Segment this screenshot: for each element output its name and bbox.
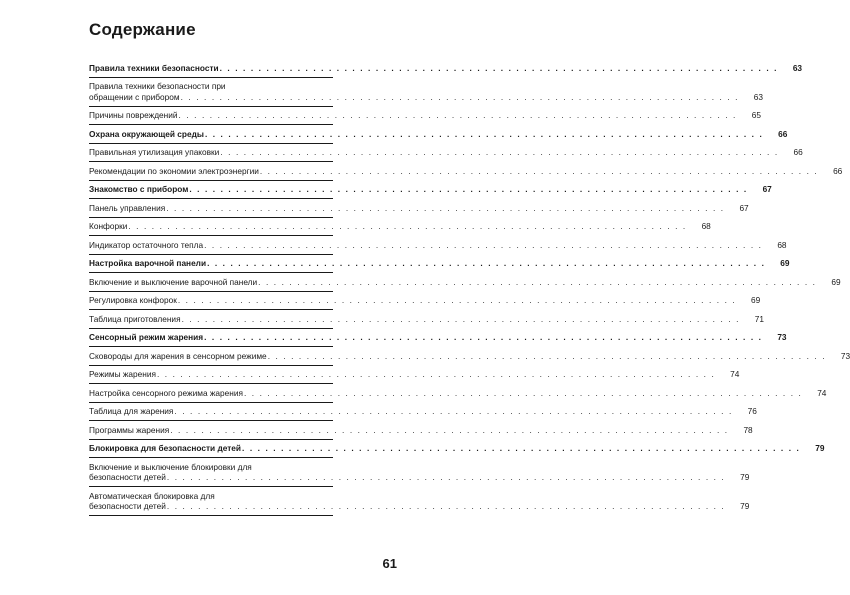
toc-entry[interactable] bbox=[89, 59, 803, 78]
toc-entry[interactable] bbox=[89, 384, 827, 403]
toc-entry[interactable] bbox=[89, 310, 764, 329]
toc-entry-label-text: Охрана окружающей среды bbox=[89, 128, 204, 139]
toc-entry-label-text: Конфорки bbox=[89, 221, 128, 231]
toc-entry[interactable] bbox=[89, 125, 788, 144]
toc-entry-label-text: Знакомство с прибором bbox=[89, 184, 189, 194]
toc-entry-label-text: Настройка варочной панели bbox=[89, 258, 207, 268]
toc-entry-label bbox=[89, 369, 715, 380]
toc-entry-page: 74 bbox=[817, 387, 827, 398]
toc-entry-label-text: Правила техники безопасности bbox=[89, 62, 219, 73]
toc-entry[interactable] bbox=[89, 107, 761, 126]
toc-entry-label-text: Программы жарения bbox=[89, 424, 170, 435]
toc-entry-label bbox=[89, 129, 763, 140]
toc-entry-label bbox=[89, 258, 766, 269]
toc-entry-page: 66 bbox=[778, 128, 788, 139]
toc-entry-label bbox=[89, 203, 725, 214]
dot-leader: . . . . . . . . . . . . . . . . . . . . . . . . . . . . . . . . . . . . . . . . . . . . . . . . . . . . . . . . . . . . . . . . . . . . . . . . bbox=[242, 443, 801, 453]
dot-leader: . . . . . . . . . . . . . . . . . . . . . . . . . . . . . . . . . . . . . . . . . . . . . . . . . . . . . . . . . . . . . . . . . . . . . . . . bbox=[204, 128, 764, 139]
toc-entry-label bbox=[89, 406, 733, 417]
toc-entry-page: 74 bbox=[730, 369, 740, 379]
dot-leader: . . . . . . . . . . . . . . . . . . . . . . . . . . . . . . . . . . . . . . . . . . . . . . . . . . . . . . . . . . . . . . . . . . . . . . . . bbox=[243, 387, 803, 398]
toc-entry[interactable] bbox=[89, 144, 803, 163]
toc-entry-page: 79 bbox=[740, 501, 750, 511]
toc-entry-label-text: Блокировка для безопасности детей bbox=[89, 443, 242, 453]
toc-entry[interactable] bbox=[89, 347, 850, 366]
toc-entry-label-text: Режимы жарения bbox=[89, 369, 156, 379]
toc-entry[interactable] bbox=[89, 162, 843, 181]
page-title: Содержание bbox=[89, 20, 196, 39]
toc-entry-label bbox=[89, 221, 687, 232]
toc-entry-page: 63 bbox=[792, 62, 803, 73]
toc-entry-page: 65 bbox=[751, 110, 761, 120]
toc-entry-label-text: Причины повреждений bbox=[89, 110, 178, 120]
toc-entry-label-text: Индикатор остаточного тепла bbox=[89, 239, 204, 250]
toc-entry-label-text: Настройка сенсорного режима жарения bbox=[89, 387, 243, 398]
toc-entry[interactable] bbox=[89, 292, 761, 311]
toc-entry[interactable] bbox=[89, 421, 753, 440]
dot-leader: . . . . . . . . . . . . . . . . . . . . . . . . . . . . . . . . . . . . . . . . . . . . . . . . . . . . . . . . . . . . . . . . . . . . . . . . bbox=[128, 221, 687, 231]
toc-entry-page: 73 bbox=[777, 332, 787, 342]
toc-entry-label-line1: Правила техники безопасности при bbox=[89, 81, 226, 91]
dot-leader: . . . . . . . . . . . . . . . . . . . . . . . . . . . . . . . . . . . . . . . . . . . . . . . . . . . . . . . . . . . . . . . . . . . . . . . . bbox=[180, 91, 740, 102]
dot-leader: . . . . . . . . . . . . . . . . . . . . . . . . . . . . . . . . . . . . . . . . . . . . . . . . . . . . . . . . . . . . . . . . . . . . . . . . bbox=[267, 350, 827, 361]
toc-entry[interactable] bbox=[89, 458, 750, 487]
toc-entry-label bbox=[89, 314, 740, 325]
toc-entry-label-text: Регулировка конфорок bbox=[89, 295, 177, 305]
toc-entry-page: 71 bbox=[754, 313, 764, 324]
dot-leader: . . . . . . . . . . . . . . . . . . . . . . . . . . . . . . . . . . . . . . . . . . . . . . . . . . . . . . . . . . . . . . . . . . . . . . . . bbox=[177, 295, 737, 305]
toc-entry-label-text: Сковороды для жарения в сенсорном режиме bbox=[89, 350, 267, 361]
toc-entry-label-text: Включение и выключение варочной панели bbox=[89, 276, 258, 287]
toc-entry-page: 66 bbox=[833, 165, 843, 176]
toc-entry-label bbox=[89, 295, 736, 306]
page-number: 61 bbox=[382, 556, 397, 571]
toc-entry-page: 68 bbox=[701, 221, 711, 231]
toc-entry[interactable] bbox=[89, 218, 711, 237]
dot-leader: . . . . . . . . . . . . . . . . . . . . . . . . . . . . . . . . . . . . . . . . . . . . . . . . . . . . . . . . . . . . . . . . . . . . . . . . bbox=[156, 369, 716, 379]
toc-entry-label-text: Таблица для жарения bbox=[89, 406, 174, 416]
toc-entry[interactable] bbox=[89, 78, 764, 107]
dot-leader: . . . . . . . . . . . . . . . . . . . . . . . . . . . . . . . . . . . . . . . . . . . . . . . . . . . . . . . . . . . . . . . . . . . . . . . . bbox=[174, 406, 733, 416]
dot-leader: . . . . . . . . . . . . . . . . . . . . . . . . . . . . . . . . . . . . . . . . . . . . . . . . . . . . . . . . . . . . . . . . . . . . . . . . bbox=[166, 202, 725, 213]
toc-entry-label bbox=[89, 81, 739, 102]
toc-entry-label bbox=[89, 388, 802, 399]
toc-entry-page: 69 bbox=[751, 295, 761, 305]
toc-entry-label-line2: безопасности детей bbox=[89, 501, 166, 511]
toc-entry-label bbox=[89, 332, 763, 343]
toc-entry-label bbox=[89, 184, 748, 195]
toc-entry-label bbox=[89, 240, 763, 251]
dot-leader: . . . . . . . . . . . . . . . . . . . . . . . . . . . . . . . . . . . . . . . . . . . . . . . . . . . . . . . . . . . . . . . . . . . . . . . . bbox=[219, 62, 779, 73]
dot-leader: . . . . . . . . . . . . . . . . . . . . . . . . . . . . . . . . . . . . . . . . . . . . . . . . . . . . . . . . . . . . . . . . . . . . . . . . bbox=[181, 313, 740, 324]
toc-entry-page: 69 bbox=[780, 258, 790, 268]
dot-leader: . . . . . . . . . . . . . . . . . . . . . . . . . . . . . . . . . . . . . . . . . . . . . . . . . . . . . . . . . . . . . . . . . . . . . . . . bbox=[204, 239, 763, 250]
toc-entry-label bbox=[89, 277, 817, 288]
dot-leader: . . . . . . . . . . . . . . . . . . . . . . . . . . . . . . . . . . . . . . . . . . . . . . . . . . . . . . . . . . . . . . . . . . . . . . . . bbox=[166, 472, 726, 482]
toc-entry-page: 67 bbox=[739, 202, 749, 213]
toc-entry-label bbox=[89, 491, 725, 512]
dot-leader: . . . . . . . . . . . . . . . . . . . . . . . . . . . . . . . . . . . . . . . . . . . . . . . . . . . . . . . . . . . . . . . . . . . . . . . . bbox=[204, 332, 763, 342]
toc-entry-page: 73 bbox=[840, 350, 850, 361]
toc-entry-page: 79 bbox=[740, 472, 750, 482]
toc-entry-label-text: Рекомендации по экономии электроэнергии bbox=[89, 165, 259, 176]
toc-entry-label bbox=[89, 63, 778, 74]
toc-entry-page: 67 bbox=[762, 184, 772, 194]
toc-entry-page: 68 bbox=[777, 239, 787, 250]
dot-leader: . . . . . . . . . . . . . . . . . . . . . . . . . . . . . . . . . . . . . . . . . . . . . . . . . . . . . . . . . . . . . . . . . . . . . . . . bbox=[166, 501, 726, 511]
toc-entry-label bbox=[89, 166, 818, 177]
toc-entry[interactable] bbox=[89, 440, 825, 459]
table-of-contents bbox=[89, 59, 850, 516]
dot-leader: . . . . . . . . . . . . . . . . . . . . . . . . . . . . . . . . . . . . . . . . . . . . . . . . . . . . . . . . . . . . . . . . . . . . . . . . bbox=[170, 424, 729, 435]
toc-entry[interactable] bbox=[89, 255, 790, 274]
toc-entry-label bbox=[89, 462, 725, 483]
dot-leader: . . . . . . . . . . . . . . . . . . . . . . . . . . . . . . . . . . . . . . . . . . . . . . . . . . . . . . . . . . . . . . . . . . . . . . . . bbox=[189, 184, 748, 194]
toc-entry-label bbox=[89, 443, 800, 454]
toc-entry[interactable] bbox=[89, 236, 787, 255]
toc-entry-page: 79 bbox=[815, 443, 825, 453]
dot-leader: . . . . . . . . . . . . . . . . . . . . . . . . . . . . . . . . . . . . . . . . . . . . . . . . . . . . . . . . . . . . . . . . . . . . . . . . bbox=[220, 147, 779, 157]
toc-entry[interactable] bbox=[89, 487, 750, 516]
dot-leader: . . . . . . . . . . . . . . . . . . . . . . . . . . . . . . . . . . . . . . . . . . . . . . . . . . . . . . . . . . . . . . . . . . . . . . . . bbox=[258, 276, 817, 287]
toc-entry[interactable] bbox=[89, 181, 772, 200]
toc-entry-page: 76 bbox=[747, 406, 757, 416]
toc-entry-label-text: Панель управления bbox=[89, 202, 166, 213]
toc-entry-page: 66 bbox=[793, 147, 803, 157]
toc-entry-label-text: Правильная утилизация упаковки bbox=[89, 147, 220, 157]
dot-leader: . . . . . . . . . . . . . . . . . . . . . . . . . . . . . . . . . . . . . . . . . . . . . . . . . . . . . . . . . . . . . . . . . . . . . . . . bbox=[207, 258, 766, 268]
toc-entry-label-line1: Автоматическая блокировка для bbox=[89, 490, 215, 501]
toc-entry-label bbox=[89, 351, 826, 362]
toc-entry-label-text: Сенсорный режим жарения bbox=[89, 332, 204, 342]
toc-entry[interactable] bbox=[89, 273, 841, 292]
toc-entry[interactable] bbox=[89, 366, 740, 385]
toc-entry[interactable] bbox=[89, 329, 787, 348]
toc-entry-label-text: Таблица приготовления bbox=[89, 313, 181, 324]
toc-entry-label bbox=[89, 425, 729, 436]
toc-entry-page: 78 bbox=[743, 424, 753, 435]
toc-entry-label-line1: Включение и выключение блокировки для bbox=[89, 461, 252, 472]
dot-leader: . . . . . . . . . . . . . . . . . . . . . . . . . . . . . . . . . . . . . . . . . . . . . . . . . . . . . . . . . . . . . . . . . . . . . . . . bbox=[259, 165, 819, 176]
toc-entry-label bbox=[89, 147, 779, 158]
dot-leader: . . . . . . . . . . . . . . . . . . . . . . . . . . . . . . . . . . . . . . . . . . . . . . . . . . . . . . . . . . . . . . . . . . . . . . . . bbox=[178, 110, 737, 120]
toc-entry[interactable] bbox=[89, 403, 757, 422]
toc-entry-page: 69 bbox=[831, 276, 841, 287]
toc-entry-label bbox=[89, 110, 737, 121]
toc-entry-page: 63 bbox=[753, 91, 764, 102]
toc-entry-label-line2: безопасности детей bbox=[89, 472, 166, 482]
toc-entry-label-line2: обращении с прибором bbox=[89, 91, 180, 102]
toc-entry[interactable] bbox=[89, 199, 749, 218]
